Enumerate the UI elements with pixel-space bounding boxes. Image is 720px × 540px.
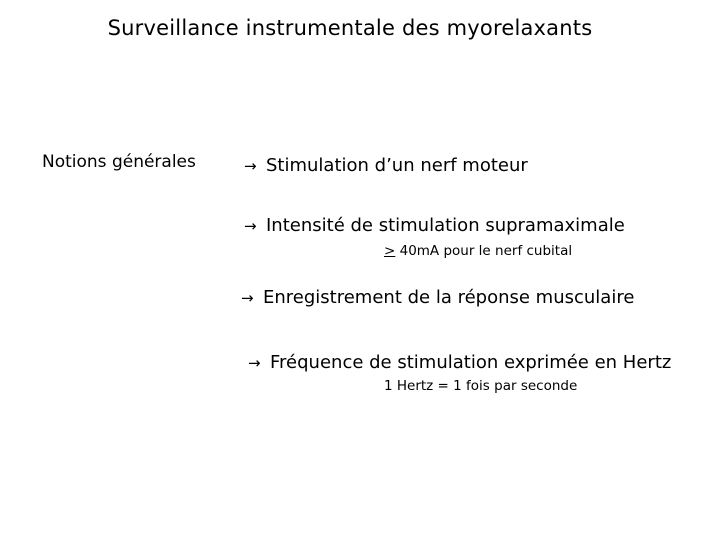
- note-text: 40mA pour le nerf cubital: [395, 243, 573, 259]
- slide-title: Surveillance instrumentale des myorelaxants: [107, 16, 593, 40]
- arrow-right-icon: →: [248, 354, 261, 372]
- arrow-right-icon: →: [241, 289, 254, 307]
- bullet-text: Intensité de stimulation supramaximale: [266, 215, 625, 236]
- arrow-right-icon: →: [244, 157, 257, 175]
- note-intensite: [384, 243, 572, 259]
- greater-equal-symbol: >: [384, 243, 396, 259]
- section-label: Notions générales: [42, 152, 196, 172]
- bullet-text: Enregistrement de la réponse musculaire: [263, 287, 635, 308]
- bullet-intensite: [244, 215, 625, 236]
- note-text: 1 Hertz = 1 fois par seconde: [384, 378, 578, 394]
- bullet-enregistrement: [241, 287, 634, 308]
- bullet-stimulation-nerf: [244, 155, 528, 176]
- bullet-text: Fréquence de stimulation exprimée en Hertz: [270, 352, 672, 373]
- bullet-frequence: [248, 352, 671, 373]
- arrow-right-icon: →: [244, 217, 257, 235]
- bullet-text: Stimulation d’un nerf moteur: [266, 155, 528, 176]
- note-frequence: [384, 378, 577, 394]
